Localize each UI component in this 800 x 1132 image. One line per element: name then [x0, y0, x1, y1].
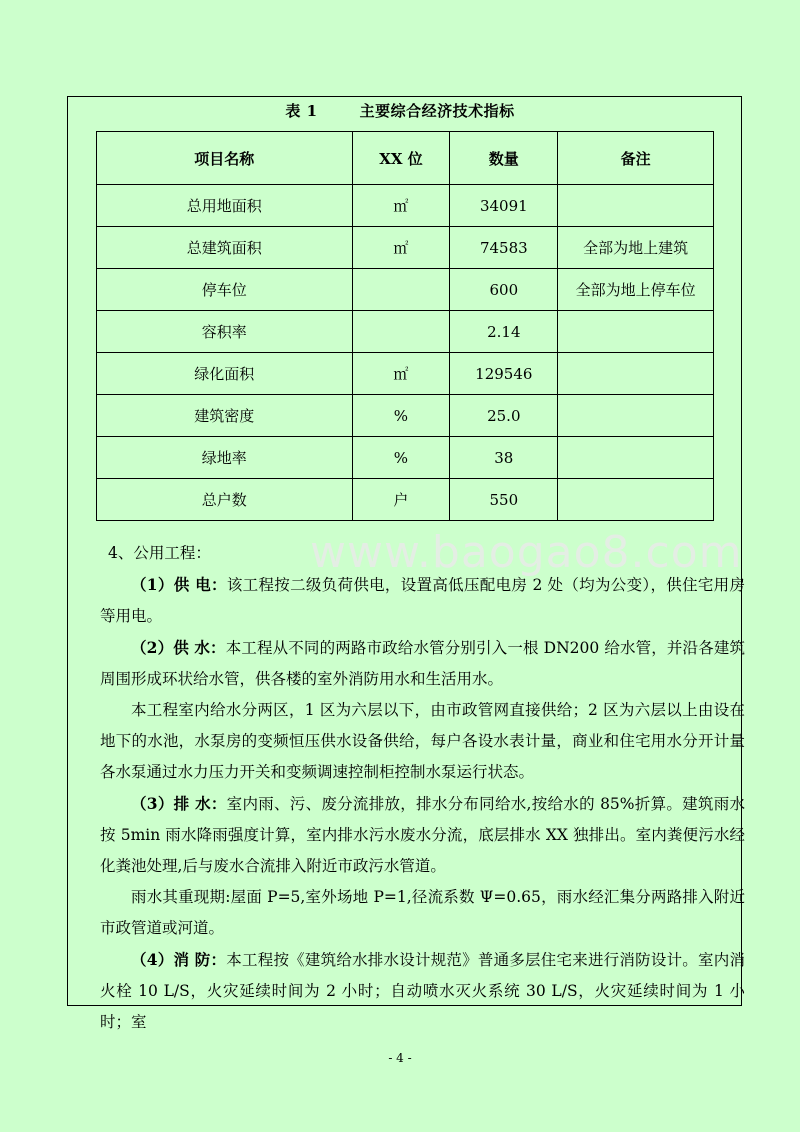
cell-remark	[558, 353, 714, 395]
table-row	[97, 479, 714, 521]
section-heading: 4、公用工程：	[108, 544, 211, 562]
cell-item: 绿化面积	[97, 353, 353, 395]
table-row	[97, 227, 714, 269]
paragraph-fire	[100, 944, 745, 1038]
cell-quantity: 129546	[450, 353, 558, 395]
cell-unit: ㎡	[352, 353, 450, 395]
cell-item: 总建筑面积	[97, 227, 353, 269]
cell-unit: %	[352, 395, 450, 437]
water-supply-label: （2）供 水：	[131, 638, 226, 657]
table-row	[97, 311, 714, 353]
table-caption-text: 主要综合经济技术指标	[359, 102, 515, 120]
cell-quantity: 600	[450, 269, 558, 311]
cell-remark	[558, 437, 714, 479]
header-item-name: 项目名称	[97, 132, 353, 185]
watermark: www.baogao8.com	[310, 527, 743, 578]
paragraph-indoor-water: 本工程室内给水分两区，1 区为六层以下，由市政管网直接供给；2 区为六层以上由设在地下的水池，水泵房的变频恒压供水设备供给，每户各设水表计量，商业和住宅用水分开计量各水泵通过水力压力开关和变频调速控制柜控制水泵运行状态。	[100, 701, 745, 781]
cell-unit	[352, 269, 450, 311]
cell-quantity: 38	[450, 437, 558, 479]
header-quantity: 数量	[450, 132, 558, 185]
drainage-label: （3）排 水：	[131, 794, 227, 813]
table-row	[97, 437, 714, 479]
page-number: - 4 -	[388, 1051, 412, 1065]
paragraph-water-supply	[100, 632, 745, 695]
cell-quantity: 74583	[450, 227, 558, 269]
fire-label: （4）消 防：	[131, 950, 227, 969]
cell-item: 容积率	[97, 311, 353, 353]
table-number: 表 1	[285, 102, 318, 120]
section-body	[100, 538, 745, 1038]
table-row	[97, 185, 714, 227]
cell-quantity: 34091	[450, 185, 558, 227]
cell-remark	[558, 185, 714, 227]
power-text: 该工程按二级负荷供电，设置高低压配电房 2 处（均为公变），供住宅用房等用电。	[100, 576, 745, 625]
cell-quantity: 25.0	[450, 395, 558, 437]
table-row	[97, 269, 714, 311]
cell-item: 建筑密度	[97, 395, 353, 437]
header-remark: 备注	[558, 132, 714, 185]
cell-unit: ㎡	[352, 227, 450, 269]
table-header-row	[97, 132, 714, 185]
indicator-table	[96, 131, 714, 521]
cell-quantity: 550	[450, 479, 558, 521]
water-supply-text: 本工程从不同的两路市政给水管分别引入一根 DN200 给水管，并沿各建筑周围形成环状给水管，供各楼的室外消防用水和生活用水。	[100, 639, 745, 688]
cell-item: 停车位	[97, 269, 353, 311]
cell-remark	[558, 395, 714, 437]
paragraph-power	[100, 569, 745, 632]
cell-remark	[558, 479, 714, 521]
cell-remark: 全部为地上停车位	[558, 269, 714, 311]
paragraph-rainwater: 雨水其重现期:屋面 P=5,室外场地 P=1,径流系数 Ψ=0.65，雨水经汇集分两路排入附近市政管道或河道。	[100, 888, 745, 937]
header-unit: XX 位	[352, 132, 450, 185]
cell-item: 绿地率	[97, 437, 353, 479]
cell-unit: ㎡	[352, 185, 450, 227]
power-label: （1）供 电：	[131, 575, 227, 594]
cell-remark: 全部为地上建筑	[558, 227, 714, 269]
cell-unit: %	[352, 437, 450, 479]
cell-item: 总用地面积	[97, 185, 353, 227]
paragraph-drainage	[100, 788, 745, 882]
table-row	[97, 353, 714, 395]
table-row	[97, 395, 714, 437]
cell-remark	[558, 311, 714, 353]
cell-unit	[352, 311, 450, 353]
cell-quantity: 2.14	[450, 311, 558, 353]
table-caption	[0, 100, 800, 121]
fire-text: 本工程按《建筑给水排水设计规范》普通多层住宅来进行消防设计。室内消火栓 10 L/S，火灾延续时间为 2 小时；自动喷水灭火系统 30 L/S，火灾延续时间为 1 小时；室	[100, 951, 745, 1031]
drainage-text: 室内雨、污、废分流排放，排水分布同给水,按给水的 85%折算。建筑雨水按 5min 雨水降雨强度计算，室内排水污水废水分流，底层排水 XX 独排出。室内粪便污水经化粪池处理,后与废水合流排入附近市政污水管道。	[100, 795, 745, 875]
cell-unit: 户	[352, 479, 450, 521]
cell-item: 总户数	[97, 479, 353, 521]
